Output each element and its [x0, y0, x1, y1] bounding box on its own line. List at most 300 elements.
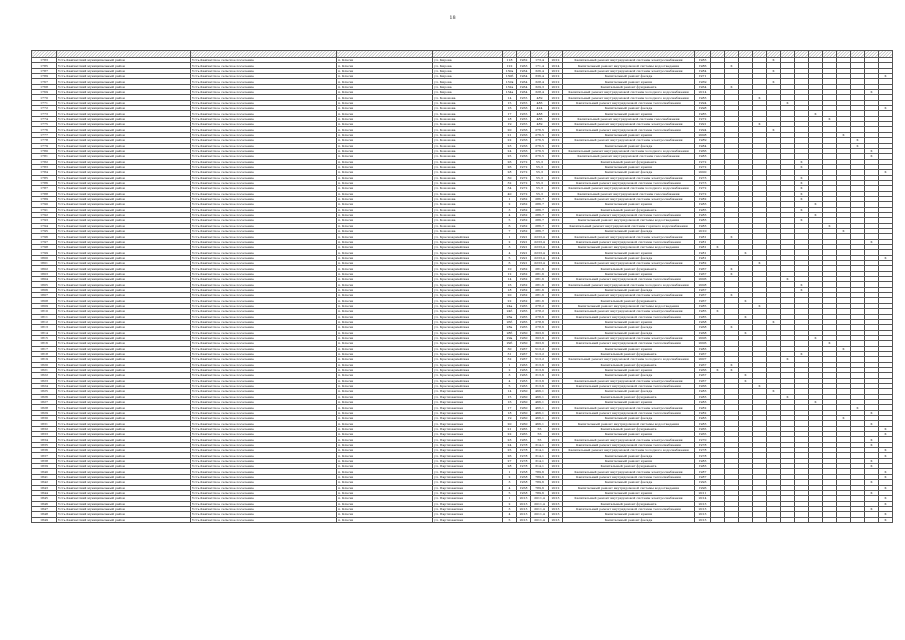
- table-cell: ул. Красноармейская: [433, 319, 503, 324]
- table-cell: ул. Партизанская: [433, 480, 503, 485]
- table-cell: 2012: [549, 138, 563, 143]
- check-cell: X: [739, 373, 753, 378]
- check-cell: X: [851, 138, 865, 143]
- table-cell: Капитальный ремонт фундамента: [563, 207, 695, 212]
- table-cell: 2014: [549, 239, 563, 244]
- table-cell: ул. Партизанская: [433, 421, 503, 426]
- check-cell: [725, 517, 739, 522]
- table-cell: 1982: [695, 405, 711, 410]
- table-cell: 1985: [695, 309, 711, 314]
- table-cell: 1832: [32, 426, 57, 431]
- table-cell: 513,2: [531, 351, 549, 356]
- table-cell: ул. Красноармейская: [433, 261, 503, 266]
- table-cell: Усть-Камчатское сельское поселение: [191, 378, 337, 383]
- table-cell: Усть-Камчатское сельское поселение: [191, 164, 337, 169]
- check-cell: X: [879, 432, 893, 437]
- table-cell: 2012: [549, 426, 563, 431]
- table-cell: п. Ключи: [337, 180, 433, 185]
- table-cell: Усть-Камчатское сельское поселение: [191, 373, 337, 378]
- table-cell: 1960: [517, 389, 531, 394]
- check-cell: X: [865, 464, 879, 469]
- table-cell: ул. Кононова: [433, 111, 503, 116]
- table-cell: 1963: [517, 367, 531, 372]
- table-cell: 1955: [517, 116, 531, 121]
- table-cell: Усть-Камчатский муниципальный район: [57, 464, 191, 469]
- table-cell: 2012: [549, 202, 563, 207]
- table-cell: Капитальный ремонт крыши: [563, 271, 695, 276]
- table-cell: Усть-Камчатское сельское поселение: [191, 287, 337, 292]
- check-cell: X: [809, 111, 823, 116]
- table-cell: 18: [503, 116, 517, 121]
- table-cell: 1770: [32, 95, 57, 100]
- table-cell: 1964: [517, 79, 531, 84]
- table-cell: Капитальный ремонт внутридомовой системы электроснабжения: [563, 122, 695, 127]
- table-cell: 489: [531, 95, 549, 100]
- table-cell: 1965: [517, 309, 531, 314]
- check-cell: X: [795, 351, 809, 356]
- table-cell: Усть-Камчатское сельское поселение: [191, 74, 337, 79]
- table-cell: 1962: [517, 196, 531, 201]
- table-cell: 789,6: [531, 474, 549, 479]
- table-cell: 2013: [695, 501, 711, 506]
- table-cell: п. Ключи: [337, 383, 433, 388]
- table-cell: ул. Кононова: [433, 154, 503, 159]
- table-cell: Капитальный ремонт крыши: [563, 346, 695, 351]
- table-cell: 1781: [32, 154, 57, 159]
- table-cell: 2012: [549, 154, 563, 159]
- table-cell: Усть-Камчатское сельское поселение: [191, 239, 337, 244]
- column-header: [517, 51, 531, 58]
- table-cell: Усть-Камчатское сельское поселение: [191, 416, 337, 421]
- table-cell: Усть-Камчатский муниципальный район: [57, 277, 191, 282]
- table-cell: 26а: [503, 314, 517, 319]
- table-cell: 329,3: [531, 84, 549, 89]
- table-cell: 2013: [517, 506, 531, 511]
- table-cell: 303,6: [531, 330, 549, 335]
- table-cell: 486: [531, 100, 549, 105]
- check-cell: X: [725, 234, 739, 239]
- table-cell: 1982: [695, 196, 711, 201]
- table-cell: 2013: [549, 517, 563, 522]
- table-cell: ул. Партизанская: [433, 448, 503, 453]
- table-cell: Усть-Камчатский муниципальный район: [57, 400, 191, 405]
- check-cell: X: [739, 250, 753, 255]
- table-cell: 314,1: [531, 448, 549, 453]
- table-cell: Капитальный ремонт фасада: [563, 373, 695, 378]
- table-cell: 281,6: [531, 277, 549, 282]
- table-cell: Усть-Камчатский муниципальный район: [57, 250, 191, 255]
- table-cell: 1983: [695, 421, 711, 426]
- table-cell: ул. Кононова: [433, 212, 503, 217]
- table-cell: Усть-Камчатский муниципальный район: [57, 453, 191, 458]
- column-header: [795, 51, 809, 58]
- table-cell: 313,6: [531, 373, 549, 378]
- table-cell: 1973: [695, 180, 711, 185]
- table-cell: ул. Красноармейская: [433, 378, 503, 383]
- table-cell: Усть-Камчатский муниципальный район: [57, 63, 191, 68]
- table-cell: 2014: [695, 90, 711, 95]
- table-cell: Капитальный ремонт внутридомовой системы холодного водоснабжения: [563, 186, 695, 191]
- table-cell: 2012: [549, 480, 563, 485]
- table-cell: 1983: [695, 212, 711, 217]
- table-cell: п. Ключи: [337, 164, 433, 169]
- table-cell: ул. Кононова: [433, 143, 503, 148]
- table-cell: 1965: [517, 426, 531, 431]
- table-cell: 1972: [517, 175, 531, 180]
- table-cell: п. Ключи: [337, 319, 433, 324]
- check-cell: X: [837, 416, 851, 421]
- table-cell: Усть-Камчатское сельское поселение: [191, 229, 337, 234]
- table-cell: Усть-Камчатский муниципальный район: [57, 191, 191, 196]
- table-cell: 1822: [32, 373, 57, 378]
- check-cell: X: [739, 378, 753, 383]
- table-cell: 16: [503, 106, 517, 111]
- table-cell: Усть-Камчатское сельское поселение: [191, 335, 337, 340]
- table-cell: Усть-Камчатский муниципальный район: [57, 480, 191, 485]
- column-header: [531, 51, 549, 58]
- table-cell: ул. Кирова: [433, 74, 503, 79]
- check-cell: X: [879, 469, 893, 474]
- table-cell: 1955: [517, 111, 531, 116]
- table-cell: Усть-Камчатское сельское поселение: [191, 202, 337, 207]
- table-cell: 2012: [549, 458, 563, 463]
- table-cell: Усть-Камчатский муниципальный район: [57, 100, 191, 105]
- table-cell: Усть-Камчатское сельское поселение: [191, 84, 337, 89]
- table-cell: Капитальный ремонт внутридомовой системы теплоснабжения: [563, 127, 695, 132]
- table-cell: 130а: [503, 68, 517, 73]
- table-cell: ул. Кононова: [433, 100, 503, 105]
- table-cell: 2012: [549, 277, 563, 282]
- table-cell: 1991: [517, 261, 531, 266]
- table-cell: 25: [503, 154, 517, 159]
- table-cell: п. Ключи: [337, 207, 433, 212]
- table-cell: 2233,4: [531, 234, 549, 239]
- table-cell: 1779: [32, 143, 57, 148]
- table-cell: 24а: [503, 303, 517, 308]
- table-cell: Усть-Камчатский муниципальный район: [57, 496, 191, 501]
- housing-repair-table: [31, 50, 893, 523]
- table-cell: п. Ключи: [337, 496, 433, 501]
- table-cell: 24: [503, 442, 517, 447]
- column-header: [549, 51, 563, 58]
- check-cell: X: [865, 410, 879, 415]
- table-cell: 40: [503, 191, 517, 196]
- table-cell: Усть-Камчатское сельское поселение: [191, 357, 337, 362]
- table-cell: 1989: [695, 138, 711, 143]
- table-cell: 1825: [32, 389, 57, 394]
- table-cell: 1991: [517, 250, 531, 255]
- table-cell: 1987: [695, 474, 711, 479]
- table-cell: ул. Партизанская: [433, 437, 503, 442]
- table-cell: 1972: [517, 186, 531, 191]
- table-cell: 278,2: [531, 309, 549, 314]
- table-cell: 314,1: [531, 464, 549, 469]
- table-cell: 466,1: [531, 394, 549, 399]
- check-cell: X: [753, 303, 767, 308]
- table-cell: 1: [503, 496, 517, 501]
- table-cell: Капитальный ремонт внутридомовой системы электроснабжения: [563, 469, 695, 474]
- table-cell: 2012: [549, 303, 563, 308]
- table-cell: Усть-Камчатское сельское поселение: [191, 346, 337, 351]
- table-cell: Усть-Камчатский муниципальный район: [57, 373, 191, 378]
- table-cell: 1978: [695, 453, 711, 458]
- table-cell: 1844: [32, 490, 57, 495]
- table-cell: Капитальный ремонт внутридомовой системы теплоснабжения: [563, 180, 695, 185]
- table-cell: 2012: [549, 90, 563, 95]
- table-cell: 2012: [549, 309, 563, 314]
- table-cell: 1798: [32, 245, 57, 250]
- table-cell: 2: [503, 202, 517, 207]
- table-cell: ул. Красноармейская: [433, 266, 503, 271]
- table-cell: Усть-Камчатский муниципальный район: [57, 106, 191, 111]
- table-cell: 30: [503, 346, 517, 351]
- table-cell: 1972: [695, 186, 711, 191]
- table-cell: 1962: [517, 218, 531, 223]
- table-cell: п. Ключи: [337, 485, 433, 490]
- table-cell: 1794: [32, 223, 57, 228]
- column-header: [767, 51, 781, 58]
- table-cell: Усть-Камчатское сельское поселение: [191, 298, 337, 303]
- table-cell: ул. Красноармейская: [433, 239, 503, 244]
- table-cell: Капитальный ремонт фасада: [563, 255, 695, 260]
- table-cell: 1780: [32, 148, 57, 153]
- table-cell: 2012: [549, 68, 563, 73]
- table-cell: ул. Красноармейская: [433, 351, 503, 356]
- table-cell: 1967: [695, 351, 711, 356]
- table-cell: Усть-Камчатское сельское поселение: [191, 132, 337, 137]
- table-cell: 1965: [517, 303, 531, 308]
- table-cell: 1773: [32, 111, 57, 116]
- table-cell: 1787: [32, 186, 57, 191]
- table-cell: 1962: [517, 282, 531, 287]
- table-cell: 1972: [517, 180, 531, 185]
- table-cell: 1788: [32, 191, 57, 196]
- table-row: [32, 517, 893, 522]
- table-cell: 2: [503, 239, 517, 244]
- table-cell: ул. Партизанская: [433, 517, 503, 522]
- table-cell: 1965: [517, 314, 531, 319]
- table-cell: Усть-Камчатское сельское поселение: [191, 196, 337, 201]
- table-cell: 1978: [695, 442, 711, 447]
- table-cell: 1966: [695, 383, 711, 388]
- check-cell: [711, 517, 725, 522]
- table-cell: 1962: [517, 58, 531, 63]
- table-cell: Усть-Камчатский муниципальный район: [57, 362, 191, 367]
- table-cell: 1800: [32, 255, 57, 260]
- table-cell: 1790: [32, 202, 57, 207]
- table-cell: 1983: [695, 223, 711, 228]
- table-cell: 1: [503, 196, 517, 201]
- table-cell: Усть-Камчатское сельское поселение: [191, 405, 337, 410]
- table-cell: 1962: [517, 223, 531, 228]
- table-cell: 2013: [549, 501, 563, 506]
- check-cell: X: [725, 293, 739, 298]
- table-cell: ул. Кононова: [433, 202, 503, 207]
- table-cell: 2012: [549, 357, 563, 362]
- table-cell: Усть-Камчатский муниципальный район: [57, 394, 191, 399]
- table-cell: 15: [503, 100, 517, 105]
- table-cell: Капитальный ремонт крыши: [563, 400, 695, 405]
- table-cell: 1994: [695, 127, 711, 132]
- table-cell: 20: [503, 421, 517, 426]
- table-cell: п. Ключи: [337, 202, 433, 207]
- table-cell: ул. Партизанская: [433, 512, 503, 517]
- table-cell: Капитальный ремонт внутридомовой системы водоотведения: [563, 218, 695, 223]
- table-cell: Усть-Камчатский муниципальный район: [57, 426, 191, 431]
- table-cell: 2012: [549, 175, 563, 180]
- table-cell: п. Ключи: [337, 191, 433, 196]
- table-cell: 281,6: [531, 293, 549, 298]
- table-cell: Капитальный ремонт фундамента: [563, 501, 695, 506]
- check-cell: [865, 517, 879, 522]
- table-cell: Усть-Камчатский муниципальный район: [57, 223, 191, 228]
- check-cell: X: [795, 191, 809, 196]
- check-cell: X: [809, 202, 823, 207]
- table-cell: 1986: [695, 63, 711, 68]
- table-cell: 1984: [695, 68, 711, 73]
- table-cell: Усть-Камчатский муниципальный район: [57, 474, 191, 479]
- table-cell: 2012: [549, 207, 563, 212]
- table-cell: 1978: [517, 442, 531, 447]
- table-cell: Капитальный ремонт крыши: [563, 111, 695, 116]
- table-cell: п. Ключи: [337, 442, 433, 447]
- table-cell: 2012: [549, 469, 563, 474]
- table-cell: 1982: [695, 410, 711, 415]
- table-cell: 55: [531, 426, 549, 431]
- table-cell: 789,6: [531, 480, 549, 485]
- table-cell: 22: [503, 138, 517, 143]
- table-cell: Капитальный ремонт внутридомовой системы электроснабжения: [563, 261, 695, 266]
- table-cell: 1809: [32, 303, 57, 308]
- check-cell: X: [795, 175, 809, 180]
- table-cell: 2013: [695, 517, 711, 522]
- table-cell: Капитальный ремонт крыши: [563, 512, 695, 517]
- table-cell: Капитальный ремонт фундамента: [563, 84, 695, 89]
- table-cell: 26: [503, 453, 517, 458]
- table-cell: 1817: [32, 346, 57, 351]
- table-cell: Усть-Камчатское сельское поселение: [191, 191, 337, 196]
- table-cell: ул. Партизанская: [433, 400, 503, 405]
- table-cell: Капитальный ремонт крыши: [563, 432, 695, 437]
- table-cell: 173,4: [531, 58, 549, 63]
- table-cell: 14: [503, 277, 517, 282]
- table-cell: ул. Красноармейская: [433, 282, 503, 287]
- table-cell: Усть-Камчатское сельское поселение: [191, 261, 337, 266]
- table-cell: п. Ключи: [337, 426, 433, 431]
- table-cell: 2012: [549, 111, 563, 116]
- table-cell: Усть-Камчатское сельское поселение: [191, 303, 337, 308]
- table-cell: ул. Кононова: [433, 180, 503, 185]
- table-cell: Усть-Камчатский муниципальный район: [57, 116, 191, 121]
- check-cell: X: [767, 79, 781, 84]
- table-cell: 1956: [517, 148, 531, 153]
- table-cell: п. Ключи: [337, 362, 433, 367]
- table-cell: п. Ключи: [337, 106, 433, 111]
- table-cell: Усть-Камчатский муниципальный район: [57, 287, 191, 292]
- table-cell: 1810: [32, 309, 57, 314]
- table-cell: 2012: [549, 191, 563, 196]
- table-cell: 27: [503, 458, 517, 463]
- table-cell: 1972: [695, 116, 711, 121]
- table-cell: 1960: [517, 410, 531, 415]
- check-cell: X: [725, 367, 739, 372]
- table-cell: ул. Кононова: [433, 138, 503, 143]
- table-cell: п. Ключи: [337, 357, 433, 362]
- table-cell: 1820: [32, 362, 57, 367]
- table-cell: Капитальный ремонт фундамента: [563, 464, 695, 469]
- table-cell: Капитальный ремонт внутридомовой системы теплоснабжения: [563, 100, 695, 105]
- table-cell: 21: [503, 426, 517, 431]
- table-cell: 2012: [549, 432, 563, 437]
- table-cell: п. Ключи: [337, 346, 433, 351]
- table-cell: Усть-Камчатский муниципальный район: [57, 170, 191, 175]
- table-cell: 1829: [32, 410, 57, 415]
- check-cell: X: [809, 212, 823, 217]
- table-cell: 3: [503, 480, 517, 485]
- check-cell: X: [879, 448, 893, 453]
- table-cell: Усть-Камчатское сельское поселение: [191, 277, 337, 282]
- table-cell: 1981: [695, 255, 711, 260]
- table-cell: Усть-Камчатское сельское поселение: [191, 159, 337, 164]
- table-cell: Капитальный ремонт внутридомовой системы электроснабжения: [563, 68, 695, 73]
- table-cell: 1847: [32, 506, 57, 511]
- table-cell: 2012: [549, 148, 563, 153]
- check-cell: X: [711, 309, 725, 314]
- table-cell: Усть-Камчатский муниципальный район: [57, 303, 191, 308]
- table-cell: ул. Кононова: [433, 170, 503, 175]
- table-cell: Усть-Камчатское сельское поселение: [191, 426, 337, 431]
- table-cell: 2013: [695, 506, 711, 511]
- table-cell: п. Ключи: [337, 437, 433, 442]
- check-cell: X: [823, 116, 837, 121]
- check-cell: X: [851, 405, 865, 410]
- check-cell: X: [795, 218, 809, 223]
- check-cell: X: [767, 319, 781, 324]
- table-cell: 2012: [549, 485, 563, 490]
- table-cell: 1955: [517, 100, 531, 105]
- table-cell: п. Ключи: [337, 159, 433, 164]
- table-cell: Усть-Камчатское сельское поселение: [191, 175, 337, 180]
- table-cell: Капитальный ремонт фасада: [563, 170, 695, 175]
- column-header: [433, 51, 503, 58]
- table-cell: Усть-Камчатский муниципальный район: [57, 367, 191, 372]
- table-cell: 32: [503, 180, 517, 185]
- table-cell: ул. Красноармейская: [433, 277, 503, 282]
- table-cell: Усть-Камчатский муниципальный район: [57, 298, 191, 303]
- table-cell: 55: [531, 437, 549, 442]
- table-cell: 1963: [517, 63, 531, 68]
- table-cell: 1965: [517, 325, 531, 330]
- table-cell: 55,3: [531, 164, 549, 169]
- table-cell: п. Ключи: [337, 175, 433, 180]
- table-cell: 1842: [32, 480, 57, 485]
- table-cell: Усть-Камчатское сельское поселение: [191, 362, 337, 367]
- table-cell: Капитальный ремонт крыши: [563, 250, 695, 255]
- table-cell: Капитальный ремонт внутридомовой системы газоснабжения: [563, 191, 695, 196]
- table-cell: Усть-Камчатское сельское поселение: [191, 432, 337, 437]
- table-cell: Капитальный ремонт фундамента: [563, 351, 695, 356]
- table-cell: п. Ключи: [337, 277, 433, 282]
- table-cell: 2014: [549, 63, 563, 68]
- column-header: [32, 51, 57, 58]
- table-cell: 2006: [695, 341, 711, 346]
- check-cell: X: [795, 196, 809, 201]
- table-cell: 1835: [32, 442, 57, 447]
- table-cell: Усть-Камчатский муниципальный район: [57, 111, 191, 116]
- table-cell: Усть-Камчатское сельское поселение: [191, 138, 337, 143]
- table-cell: 1774: [32, 116, 57, 121]
- table-cell: п. Ключи: [337, 116, 433, 121]
